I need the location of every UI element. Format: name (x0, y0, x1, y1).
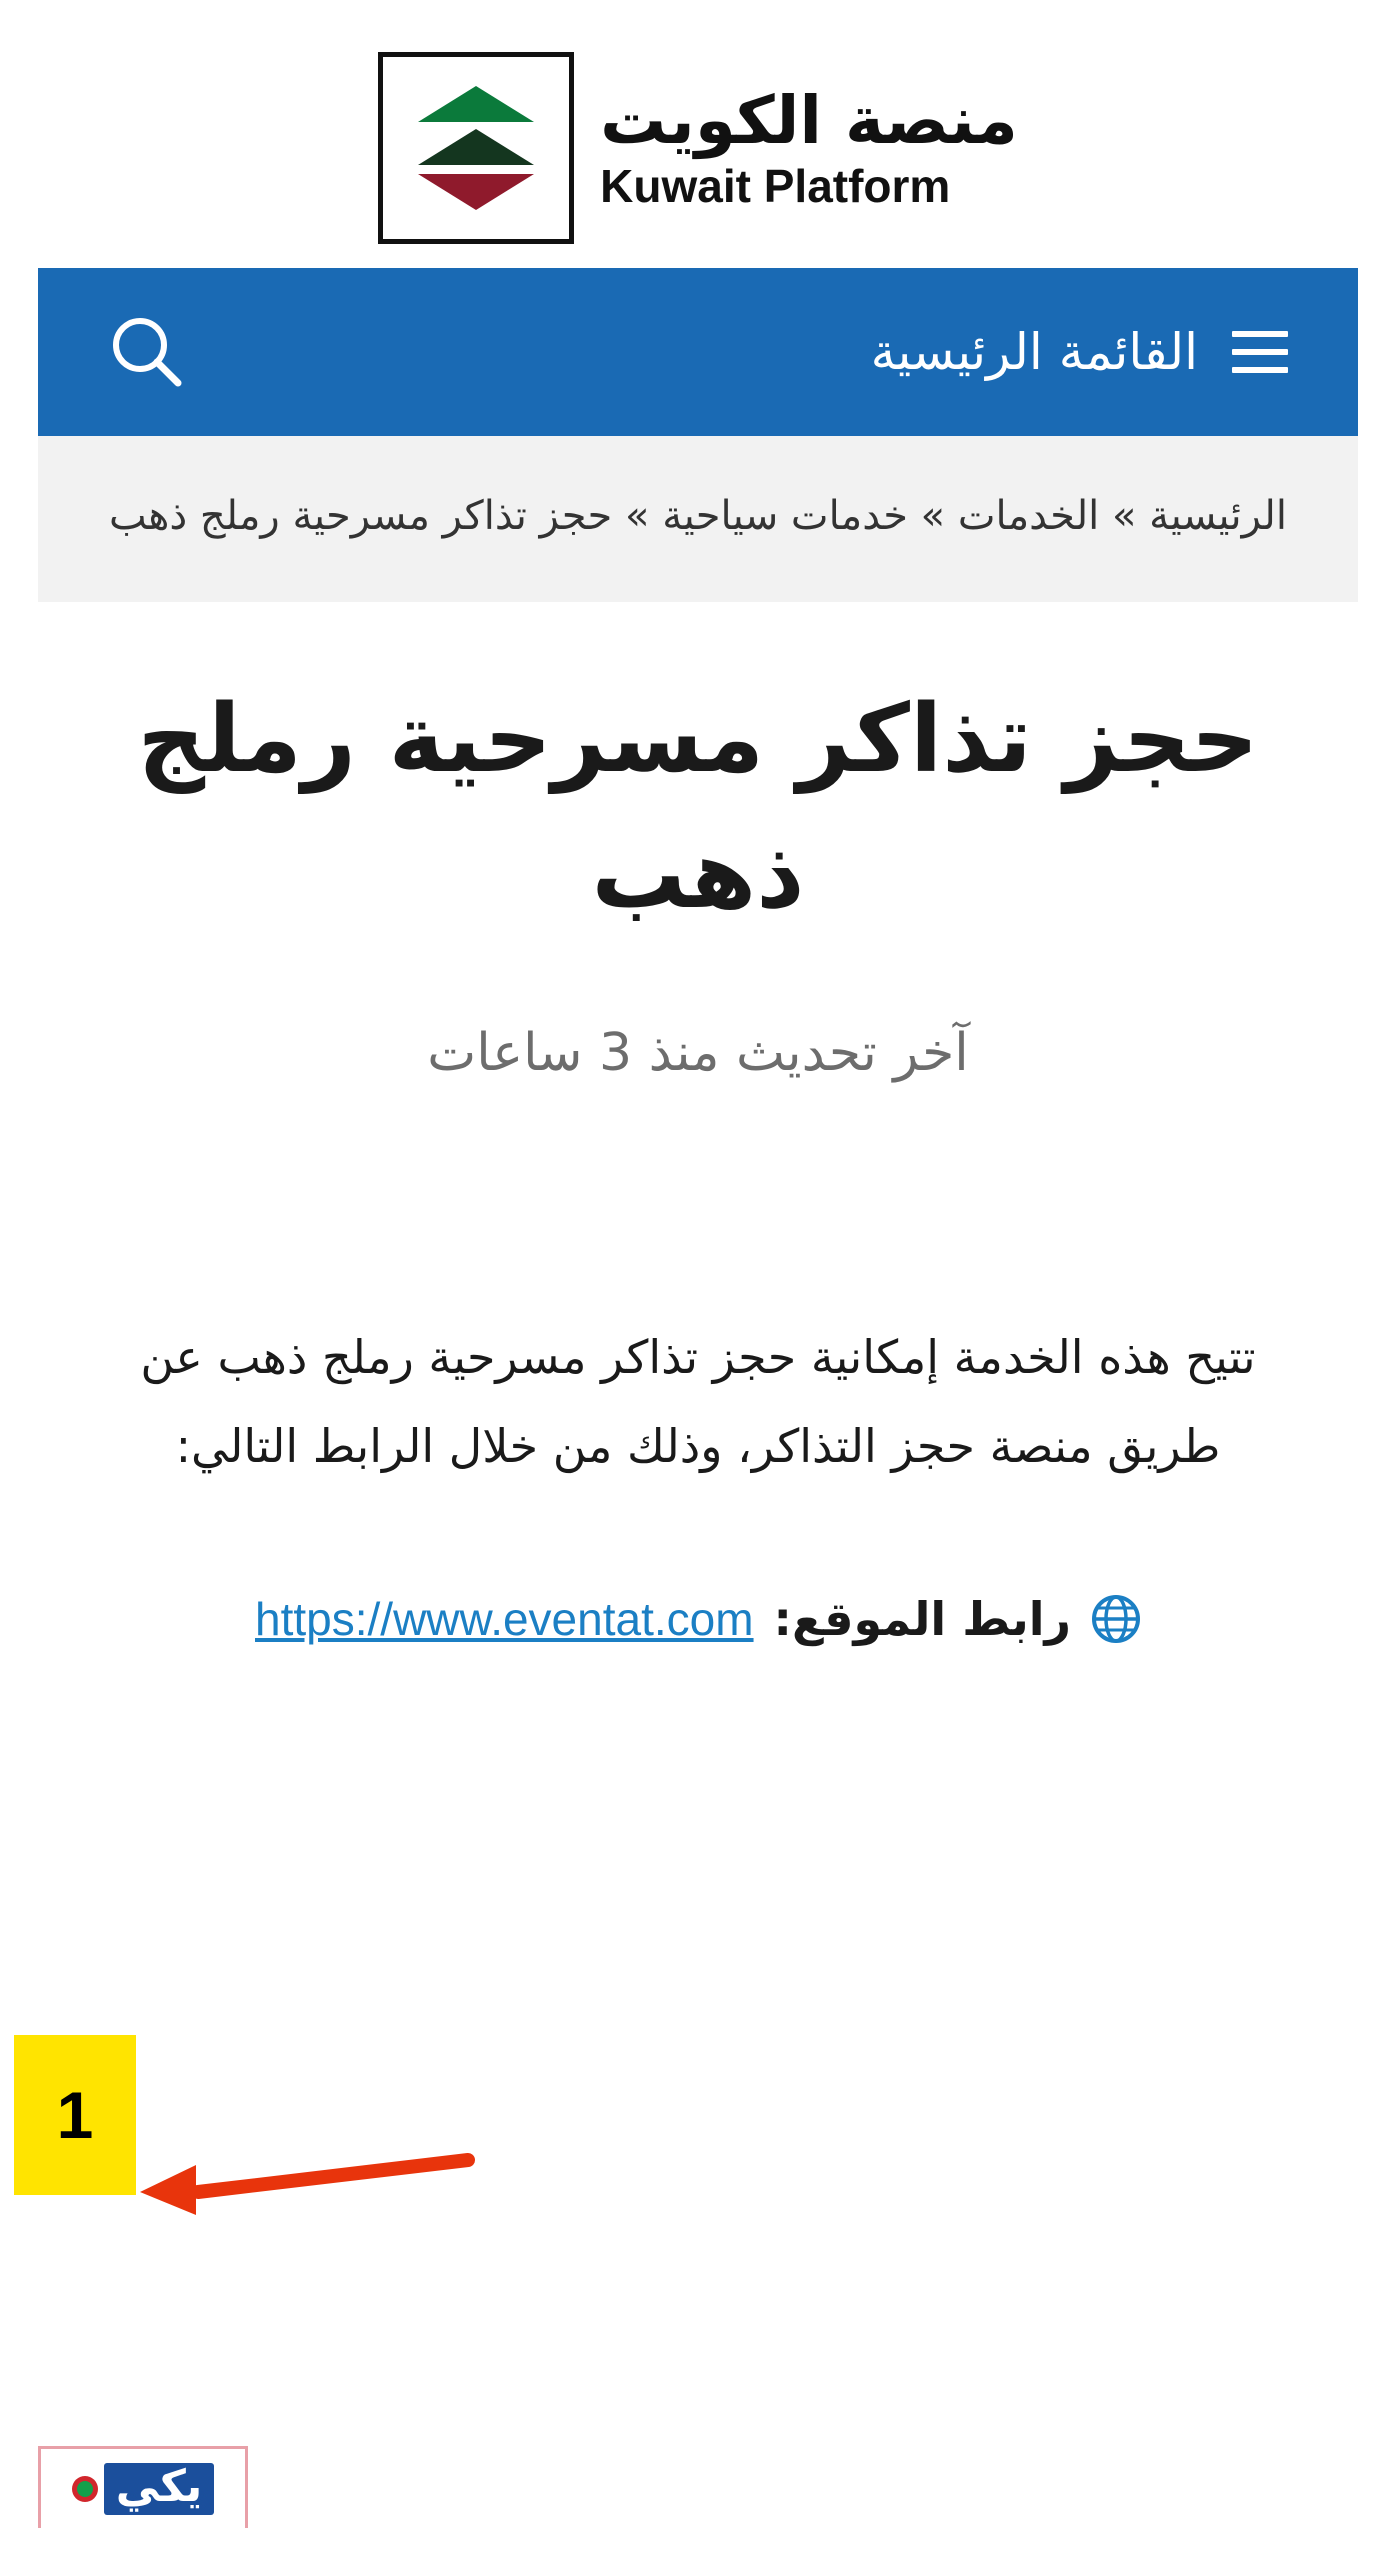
annotation-step-badge: 1 (14, 2035, 136, 2195)
website-link-row (98, 1592, 1298, 1646)
website-link-label: رابط الموقع: (773, 1591, 1071, 1646)
wiki-dot-icon (72, 2476, 98, 2502)
logo-triangle-green (418, 86, 534, 122)
last-updated-text: آخر تحديث منذ 3 ساعات (427, 1022, 969, 1083)
annotation-arrow-icon (78, 2130, 478, 2220)
layered-triangles-logo-icon (378, 52, 574, 244)
search-button[interactable] (108, 313, 186, 391)
site-logo-text[interactable] (600, 82, 1018, 212)
breadcrumb-item-home[interactable]: الرئيسية (1149, 493, 1287, 539)
site-header (38, 28, 1358, 268)
logo-triangle-dark (418, 126, 534, 165)
main-content (38, 602, 1358, 1646)
main-navbar (38, 268, 1358, 436)
breadcrumb (38, 436, 1358, 602)
hamburger-icon[interactable] (1232, 331, 1288, 373)
breadcrumb-separator: » (920, 493, 946, 539)
navbar-menu-group[interactable] (871, 323, 1288, 381)
search-icon (108, 313, 186, 391)
globe-icon (1091, 1594, 1141, 1644)
breadcrumb-item-services[interactable]: الخدمات (957, 493, 1100, 539)
main-menu-label[interactable]: القائمة الرئيسية (870, 323, 1198, 381)
logo-english-name: Kuwait Platform (600, 159, 951, 212)
breadcrumb-separator: » (1111, 493, 1137, 539)
breadcrumb-separator: » (625, 493, 650, 539)
logo-arabic-name: منصة الكويت (600, 82, 1018, 160)
breadcrumb-item-current: حجز تذاكر مسرحية رملج ذهب (109, 493, 613, 539)
website-link[interactable]: https://www.eventat.com (255, 1592, 754, 1645)
page-title: حجز تذاكر مسرحية رملج ذهب (137, 685, 1259, 931)
breadcrumb-item-tourism-services[interactable]: خدمات سياحية (662, 493, 908, 539)
service-description: تتيح هذه الخدمة إمكانية حجز تذاكر مسرحية رملج ذهب عن طريق منصة حجز التذاكر، وذلك من خلال الرابط التالي: (140, 1329, 1256, 1474)
logo-triangle-red (418, 169, 534, 210)
watermark-text: يكي (104, 2463, 215, 2515)
wiki-watermark (38, 2446, 248, 2528)
